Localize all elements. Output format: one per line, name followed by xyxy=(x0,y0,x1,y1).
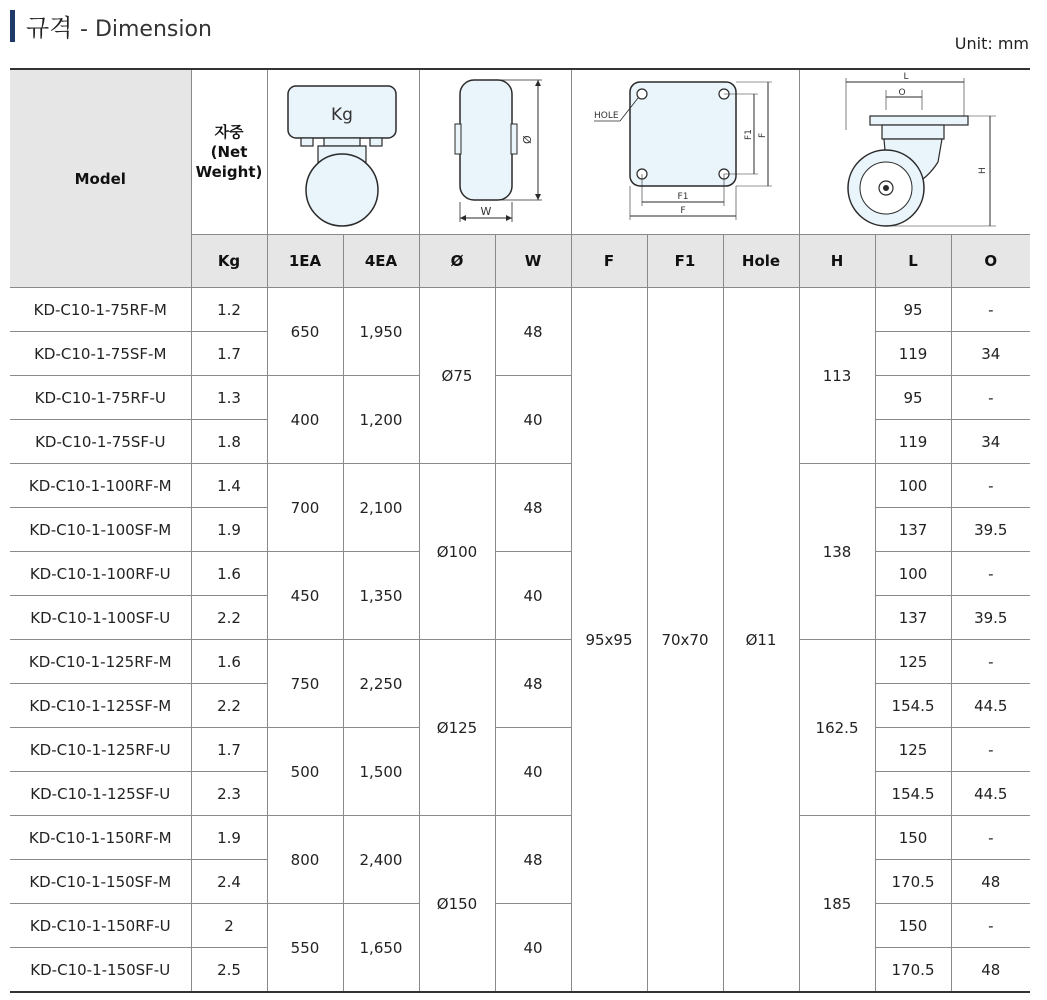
cell-model: KD-C10-1-125SF-M xyxy=(10,684,191,728)
diagram-wheel xyxy=(419,69,571,235)
cell-w: 48 xyxy=(495,816,571,904)
cell-load-1ea: 750 xyxy=(267,640,343,728)
cell-w: 40 xyxy=(495,904,571,993)
cell-kg: 1.3 xyxy=(191,376,267,420)
cell-l: 95 xyxy=(875,376,951,420)
header-model: Model xyxy=(10,69,191,288)
header-f: F xyxy=(571,235,647,288)
cell-o: 44.5 xyxy=(951,684,1030,728)
cell-w: 40 xyxy=(495,552,571,640)
cell-o: 39.5 xyxy=(951,596,1030,640)
cell-load-4ea: 1,200 xyxy=(343,376,419,464)
cell-o: 39.5 xyxy=(951,508,1030,552)
cell-load-4ea: 2,400 xyxy=(343,816,419,904)
cell-kg: 2.5 xyxy=(191,948,267,993)
cell-load-4ea: 1,350 xyxy=(343,552,419,640)
cell-model: KD-C10-1-75RF-M xyxy=(10,288,191,332)
cell-dia: Ø100 xyxy=(419,464,495,640)
cell-l: 170.5 xyxy=(875,948,951,993)
cell-w: 48 xyxy=(495,288,571,376)
cell-kg: 2.2 xyxy=(191,596,267,640)
cell-load-4ea: 2,100 xyxy=(343,464,419,552)
cell-l: 100 xyxy=(875,464,951,508)
header-net-weight xyxy=(191,69,267,235)
cell-model: KD-C10-1-150RF-M xyxy=(10,816,191,860)
cell-kg: 2.2 xyxy=(191,684,267,728)
diagram-f-label: F xyxy=(680,206,686,216)
table-row xyxy=(10,816,1030,860)
cell-model: KD-C10-1-100SF-U xyxy=(10,596,191,640)
cell-l: 125 xyxy=(875,640,951,684)
cell-f: 95x95 xyxy=(571,288,647,993)
cell-model: KD-C10-1-75RF-U xyxy=(10,376,191,420)
cell-model: KD-C10-1-100RF-U xyxy=(10,552,191,596)
cell-model: KD-C10-1-75SF-M xyxy=(10,332,191,376)
cell-kg: 2 xyxy=(191,904,267,948)
cell-kg: 1.7 xyxy=(191,728,267,772)
cell-l: 100 xyxy=(875,552,951,596)
cell-o: - xyxy=(951,728,1030,772)
cell-load-1ea: 650 xyxy=(267,288,343,376)
cell-model: KD-C10-1-125SF-U xyxy=(10,772,191,816)
cell-model: KD-C10-1-100SF-M xyxy=(10,508,191,552)
cell-kg: 1.9 xyxy=(191,508,267,552)
load-diagram-icon xyxy=(268,70,418,230)
top-plate-icon xyxy=(572,70,798,230)
cell-o: - xyxy=(951,464,1030,508)
table-row xyxy=(10,376,1030,420)
title-sub: - Dimension xyxy=(80,17,212,42)
cell-o: 44.5 xyxy=(951,772,1030,816)
diagram-hole-label: HOLE xyxy=(594,111,619,121)
cell-o: - xyxy=(951,288,1030,332)
cell-model: KD-C10-1-150RF-U xyxy=(10,904,191,948)
cell-kg: 2.3 xyxy=(191,772,267,816)
header-l: L xyxy=(875,235,951,288)
cell-o: - xyxy=(951,640,1030,684)
cell-kg: 1.9 xyxy=(191,816,267,860)
cell-l: 150 xyxy=(875,904,951,948)
caster-side-icon xyxy=(800,70,1030,230)
cell-load-4ea: 1,950 xyxy=(343,288,419,376)
header-h: H xyxy=(799,235,875,288)
cell-model: KD-C10-1-125RF-M xyxy=(10,640,191,684)
header-w: W xyxy=(495,235,571,288)
cell-l: 95 xyxy=(875,288,951,332)
cell-dia: Ø150 xyxy=(419,816,495,993)
cell-w: 40 xyxy=(495,376,571,464)
cell-kg: 1.4 xyxy=(191,464,267,508)
cell-kg: 1.6 xyxy=(191,640,267,684)
diagram-load xyxy=(267,69,419,235)
cell-o: 34 xyxy=(951,420,1030,464)
header-1ea: 1EA xyxy=(267,235,343,288)
table-row xyxy=(10,552,1030,596)
cell-model: KD-C10-1-150SF-U xyxy=(10,948,191,993)
cell-load-1ea: 500 xyxy=(267,728,343,816)
header-o: O xyxy=(951,235,1030,288)
diagram-w-label: W xyxy=(480,205,492,218)
unit-label: Unit: mm xyxy=(954,34,1029,53)
cell-l: 170.5 xyxy=(875,860,951,904)
wheel-side-icon xyxy=(420,70,570,230)
cell-kg: 1.7 xyxy=(191,332,267,376)
cell-l: 137 xyxy=(875,596,951,640)
cell-h: 113 xyxy=(799,288,875,464)
dimension-table xyxy=(10,68,1030,993)
cell-dia: Ø75 xyxy=(419,288,495,464)
table-row xyxy=(10,288,1030,332)
cell-l: 137 xyxy=(875,508,951,552)
header-weight-line-2: (Net xyxy=(210,143,248,161)
header-f1: F1 xyxy=(647,235,723,288)
cell-l: 150 xyxy=(875,816,951,860)
cell-o: 48 xyxy=(951,948,1030,993)
diagram-f1-label: F1 xyxy=(677,192,689,202)
cell-load-1ea: 800 xyxy=(267,816,343,904)
diagram-kg-label: Kg xyxy=(331,105,353,125)
cell-load-1ea: 450 xyxy=(267,552,343,640)
cell-o: 34 xyxy=(951,332,1030,376)
diagram-f1-vert-label: F1 xyxy=(744,129,755,140)
cell-model: KD-C10-1-125RF-U xyxy=(10,728,191,772)
diagram-plate xyxy=(571,69,799,235)
cell-h: 138 xyxy=(799,464,875,640)
header-weight-line-3: Weight) xyxy=(195,163,263,181)
cell-o: - xyxy=(951,376,1030,420)
diagram-caster xyxy=(799,69,1030,235)
cell-o: - xyxy=(951,816,1030,860)
table-row xyxy=(10,728,1030,772)
cell-l: 119 xyxy=(875,420,951,464)
cell-hole: Ø11 xyxy=(723,288,799,993)
table-row xyxy=(10,904,1030,948)
cell-f1: 70x70 xyxy=(647,288,723,993)
cell-h: 185 xyxy=(799,816,875,993)
cell-o: 48 xyxy=(951,860,1030,904)
header-dia: Ø xyxy=(419,235,495,288)
header-kg: Kg xyxy=(191,235,267,288)
cell-model: KD-C10-1-75SF-U xyxy=(10,420,191,464)
title-main: 규격 xyxy=(26,14,73,42)
cell-kg: 2.4 xyxy=(191,860,267,904)
cell-kg: 1.8 xyxy=(191,420,267,464)
cell-o: - xyxy=(951,552,1030,596)
cell-o: - xyxy=(951,904,1030,948)
cell-l: 119 xyxy=(875,332,951,376)
cell-load-1ea: 550 xyxy=(267,904,343,993)
cell-w: 48 xyxy=(495,464,571,552)
cell-h: 162.5 xyxy=(799,640,875,816)
diagram-l-label: L xyxy=(903,72,909,82)
diagram-h-label: H xyxy=(977,167,988,174)
cell-model: KD-C10-1-150SF-M xyxy=(10,860,191,904)
diagram-f-vert-label: F xyxy=(758,132,769,138)
cell-kg: 1.2 xyxy=(191,288,267,332)
cell-load-1ea: 700 xyxy=(267,464,343,552)
cell-kg: 1.6 xyxy=(191,552,267,596)
header-weight-line-1: 자중 xyxy=(214,123,244,141)
cell-model: KD-C10-1-100RF-M xyxy=(10,464,191,508)
table-body xyxy=(10,288,1030,993)
cell-w: 48 xyxy=(495,640,571,728)
diagram-dia-label: Ø xyxy=(521,135,534,144)
diagram-o-label: O xyxy=(898,88,906,98)
cell-load-4ea: 1,650 xyxy=(343,904,419,993)
cell-load-4ea: 1,500 xyxy=(343,728,419,816)
title-accent-bar xyxy=(10,10,15,42)
table-row xyxy=(10,464,1030,508)
header-hole: Hole xyxy=(723,235,799,288)
cell-load-4ea: 2,250 xyxy=(343,640,419,728)
cell-l: 125 xyxy=(875,728,951,772)
cell-load-1ea: 400 xyxy=(267,376,343,464)
cell-dia: Ø125 xyxy=(419,640,495,816)
header-4ea: 4EA xyxy=(343,235,419,288)
cell-l: 154.5 xyxy=(875,684,951,728)
table-row xyxy=(10,640,1030,684)
cell-w: 40 xyxy=(495,728,571,816)
page-title xyxy=(26,8,212,43)
cell-l: 154.5 xyxy=(875,772,951,816)
